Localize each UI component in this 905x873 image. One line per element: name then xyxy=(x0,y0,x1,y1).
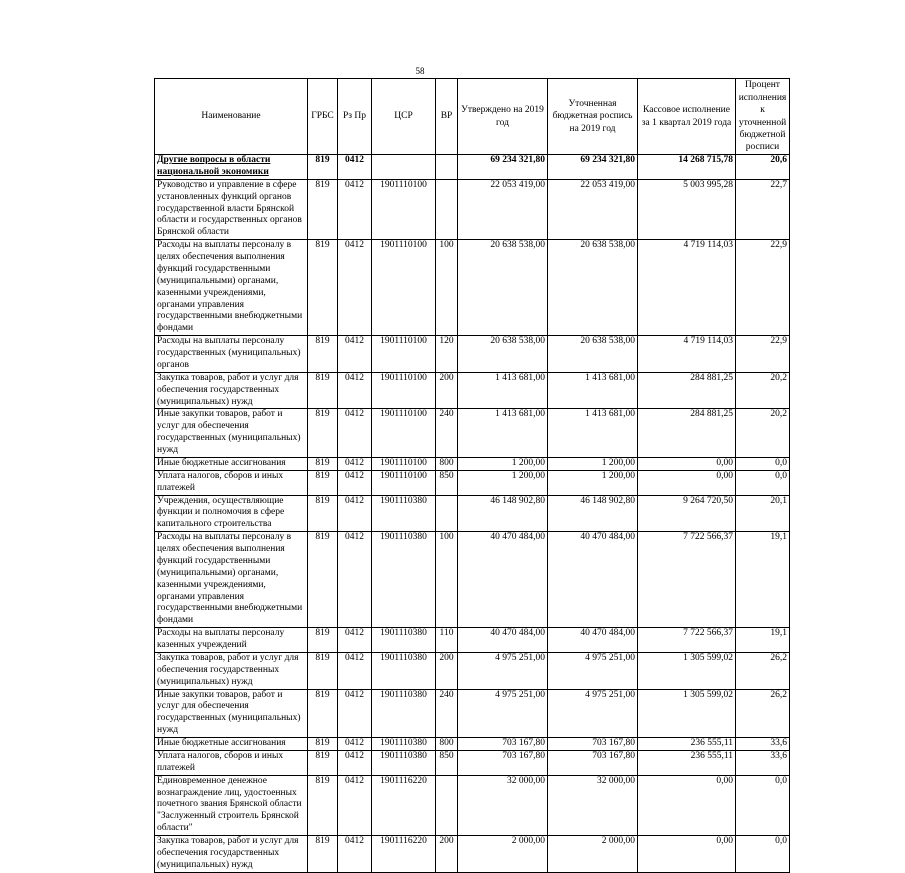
cell-vr: 240 xyxy=(436,409,458,458)
cell-refined: 703 167,80 xyxy=(548,750,638,775)
cell-refined: 22 053 419,00 xyxy=(548,179,638,239)
cell-cash: 0,00 xyxy=(638,457,736,470)
page-number: 58 xyxy=(415,66,425,76)
cell-rzpr: 0412 xyxy=(338,836,372,873)
cell-name: Единовременное денежное вознаграждение лиц, удостоенных почетного звания Брянской области "Заслуженный строитель Брянской области" xyxy=(155,775,308,835)
cell-percent: 0,0 xyxy=(736,775,790,835)
cell-grbs: 819 xyxy=(308,372,338,409)
cell-grbs: 819 xyxy=(308,155,338,180)
cell-name: Иные бюджетные ассигнования xyxy=(155,457,308,470)
cell-percent: 19,1 xyxy=(736,532,790,628)
cell-percent: 19,1 xyxy=(736,628,790,653)
cell-vr xyxy=(436,179,458,239)
cell-cash: 284 881,25 xyxy=(638,409,736,458)
cell-refined: 1 200,00 xyxy=(548,470,638,495)
cell-rzpr: 0412 xyxy=(338,750,372,775)
cell-cash: 5 003 995,28 xyxy=(638,179,736,239)
cell-grbs: 819 xyxy=(308,836,338,873)
cell-rzpr: 0412 xyxy=(338,532,372,628)
cell-rzpr: 0412 xyxy=(338,409,372,458)
cell-name: Иные закупки товаров, работ и услуг для обеспечения государственных (муниципальных) нужд xyxy=(155,689,308,738)
table-row xyxy=(155,470,790,495)
cell-name: Расходы на выплаты персоналу государственных (муниципальных) органов xyxy=(155,336,308,373)
cell-percent: 20,1 xyxy=(736,495,790,532)
cell-name: Другие вопросы в области национальной экономики xyxy=(155,155,308,180)
table-row xyxy=(155,750,790,775)
cell-approved: 69 234 321,80 xyxy=(458,155,548,180)
cell-cash: 236 555,11 xyxy=(638,738,736,751)
cell-vr: 110 xyxy=(436,628,458,653)
header-cash: Кассовое исполнение за 1 квартал 2019 года xyxy=(638,79,736,155)
cell-vr xyxy=(436,775,458,835)
cell-csr xyxy=(372,155,436,180)
cell-grbs: 819 xyxy=(308,652,338,689)
header-refined: Уточненная бюджетная роспись на 2019 год xyxy=(548,79,638,155)
cell-csr: 1901110100 xyxy=(372,179,436,239)
cell-approved: 32 000,00 xyxy=(458,775,548,835)
table-row xyxy=(155,836,790,873)
header-percent: Процент исполнения к уточненной бюджетной росписи xyxy=(736,79,790,155)
cell-percent: 22,9 xyxy=(736,240,790,336)
cell-csr: 1901110380 xyxy=(372,652,436,689)
cell-cash: 1 305 599,02 xyxy=(638,652,736,689)
cell-rzpr: 0412 xyxy=(338,652,372,689)
cell-vr: 800 xyxy=(436,738,458,751)
header-vr: ВР xyxy=(436,79,458,155)
cell-rzpr: 0412 xyxy=(338,470,372,495)
cell-grbs: 819 xyxy=(308,628,338,653)
cell-percent: 22,9 xyxy=(736,336,790,373)
cell-rzpr: 0412 xyxy=(338,240,372,336)
cell-rzpr: 0412 xyxy=(338,336,372,373)
cell-approved: 1 413 681,00 xyxy=(458,409,548,458)
cell-rzpr: 0412 xyxy=(338,689,372,738)
header-csr: ЦСР xyxy=(372,79,436,155)
cell-cash: 1 305 599,02 xyxy=(638,689,736,738)
table-row xyxy=(155,775,790,835)
cell-csr: 1901110100 xyxy=(372,240,436,336)
cell-grbs: 819 xyxy=(308,738,338,751)
table-row xyxy=(155,372,790,409)
cell-csr: 1901110380 xyxy=(372,532,436,628)
cell-refined: 4 975 251,00 xyxy=(548,689,638,738)
cell-vr: 850 xyxy=(436,470,458,495)
header-approved: Утверждено на 2019 год xyxy=(458,79,548,155)
cell-name: Иные закупки товаров, работ и услуг для обеспечения государственных (муниципальных) нужд xyxy=(155,409,308,458)
cell-name: Уплата налогов, сборов и иных платежей xyxy=(155,470,308,495)
cell-name: Руководство и управление в сфере установленных функций органов государственной власти Брянской области и государственных органов Брянской области xyxy=(155,179,308,239)
cell-vr: 850 xyxy=(436,750,458,775)
cell-csr: 1901116220 xyxy=(372,775,436,835)
cell-csr: 1901110380 xyxy=(372,750,436,775)
cell-approved: 4 975 251,00 xyxy=(458,689,548,738)
cell-approved: 40 470 484,00 xyxy=(458,532,548,628)
cell-name: Уплата налогов, сборов и иных платежей xyxy=(155,750,308,775)
cell-percent: 0,0 xyxy=(736,470,790,495)
cell-percent: 33,6 xyxy=(736,750,790,775)
cell-cash: 0,00 xyxy=(638,470,736,495)
cell-refined: 703 167,80 xyxy=(548,738,638,751)
table-row xyxy=(155,532,790,628)
budget-execution-table xyxy=(154,78,790,873)
table-header-row xyxy=(155,79,790,155)
cell-vr: 200 xyxy=(436,652,458,689)
cell-name: Закупка товаров, работ и услуг для обеспечения государственных (муниципальных) нужд xyxy=(155,652,308,689)
cell-grbs: 819 xyxy=(308,750,338,775)
cell-refined: 4 975 251,00 xyxy=(548,652,638,689)
cell-rzpr: 0412 xyxy=(338,775,372,835)
cell-cash: 9 264 720,50 xyxy=(638,495,736,532)
cell-refined: 40 470 484,00 xyxy=(548,532,638,628)
cell-cash: 284 881,25 xyxy=(638,372,736,409)
cell-cash: 0,00 xyxy=(638,775,736,835)
cell-percent: 0,0 xyxy=(736,836,790,873)
cell-grbs: 819 xyxy=(308,409,338,458)
cell-name: Закупка товаров, работ и услуг для обеспечения государственных (муниципальных) нужд xyxy=(155,836,308,873)
cell-cash: 7 722 566,37 xyxy=(638,532,736,628)
cell-approved: 703 167,80 xyxy=(458,738,548,751)
cell-rzpr: 0412 xyxy=(338,457,372,470)
cell-name: Расходы на выплаты персоналу в целях обеспечения выполнения функций государственными (муниципальными) органами, казенными учреждениями, органами управления государственными внебюджетными фондами xyxy=(155,240,308,336)
cell-refined: 1 413 681,00 xyxy=(548,409,638,458)
cell-grbs: 819 xyxy=(308,775,338,835)
table-row xyxy=(155,495,790,532)
cell-refined: 1 413 681,00 xyxy=(548,372,638,409)
cell-rzpr: 0412 xyxy=(338,179,372,239)
cell-approved: 46 148 902,80 xyxy=(458,495,548,532)
cell-rzpr: 0412 xyxy=(338,495,372,532)
table-row xyxy=(155,155,790,180)
cell-approved: 703 167,80 xyxy=(458,750,548,775)
table-row xyxy=(155,409,790,458)
cell-percent: 20,6 xyxy=(736,155,790,180)
cell-name: Закупка товаров, работ и услуг для обеспечения государственных (муниципальных) нужд xyxy=(155,372,308,409)
header-grbs: ГРБС xyxy=(308,79,338,155)
cell-rzpr: 0412 xyxy=(338,372,372,409)
cell-cash: 7 722 566,37 xyxy=(638,628,736,653)
table-body xyxy=(155,155,790,873)
cell-approved: 20 638 538,00 xyxy=(458,240,548,336)
table-row xyxy=(155,457,790,470)
cell-percent: 26,2 xyxy=(736,689,790,738)
table-row xyxy=(155,628,790,653)
table-row xyxy=(155,689,790,738)
cell-approved: 1 200,00 xyxy=(458,457,548,470)
cell-cash: 14 268 715,78 xyxy=(638,155,736,180)
cell-csr: 1901110380 xyxy=(372,738,436,751)
cell-vr: 200 xyxy=(436,372,458,409)
cell-csr: 1901116220 xyxy=(372,836,436,873)
cell-name: Учреждения, осуществляющие функции и полномочия в сфере капитального строительства xyxy=(155,495,308,532)
cell-approved: 1 413 681,00 xyxy=(458,372,548,409)
cell-name: Расходы на выплаты персоналу казенных учреждений xyxy=(155,628,308,653)
cell-rzpr: 0412 xyxy=(338,628,372,653)
header-name: Наименование xyxy=(155,79,308,155)
cell-csr: 1901110380 xyxy=(372,628,436,653)
cell-vr xyxy=(436,495,458,532)
table-row xyxy=(155,179,790,239)
cell-vr: 100 xyxy=(436,240,458,336)
cell-vr: 120 xyxy=(436,336,458,373)
cell-csr: 1901110100 xyxy=(372,409,436,458)
cell-csr: 1901110100 xyxy=(372,336,436,373)
cell-percent: 33,6 xyxy=(736,738,790,751)
table-row xyxy=(155,738,790,751)
cell-refined: 69 234 321,80 xyxy=(548,155,638,180)
cell-refined: 1 200,00 xyxy=(548,457,638,470)
cell-cash: 4 719 114,03 xyxy=(638,336,736,373)
cell-approved: 22 053 419,00 xyxy=(458,179,548,239)
cell-grbs: 819 xyxy=(308,179,338,239)
cell-vr: 240 xyxy=(436,689,458,738)
cell-grbs: 819 xyxy=(308,457,338,470)
table-row xyxy=(155,240,790,336)
cell-rzpr: 0412 xyxy=(338,738,372,751)
cell-name: Иные бюджетные ассигнования xyxy=(155,738,308,751)
cell-approved: 20 638 538,00 xyxy=(458,336,548,373)
cell-approved: 4 975 251,00 xyxy=(458,652,548,689)
cell-percent: 22,7 xyxy=(736,179,790,239)
cell-percent: 0,0 xyxy=(736,457,790,470)
cell-refined: 2 000,00 xyxy=(548,836,638,873)
cell-vr xyxy=(436,155,458,180)
cell-csr: 1901110100 xyxy=(372,470,436,495)
table-row xyxy=(155,652,790,689)
cell-refined: 20 638 538,00 xyxy=(548,240,638,336)
cell-csr: 1901110100 xyxy=(372,372,436,409)
cell-refined: 32 000,00 xyxy=(548,775,638,835)
cell-vr: 800 xyxy=(436,457,458,470)
cell-percent: 20,2 xyxy=(736,372,790,409)
cell-percent: 26,2 xyxy=(736,652,790,689)
cell-cash: 4 719 114,03 xyxy=(638,240,736,336)
cell-grbs: 819 xyxy=(308,689,338,738)
cell-grbs: 819 xyxy=(308,240,338,336)
cell-csr: 1901110380 xyxy=(372,495,436,532)
cell-cash: 236 555,11 xyxy=(638,750,736,775)
cell-grbs: 819 xyxy=(308,495,338,532)
table-row xyxy=(155,336,790,373)
cell-approved: 1 200,00 xyxy=(458,470,548,495)
cell-refined: 46 148 902,80 xyxy=(548,495,638,532)
cell-vr: 100 xyxy=(436,532,458,628)
cell-cash: 0,00 xyxy=(638,836,736,873)
cell-grbs: 819 xyxy=(308,470,338,495)
cell-percent: 20,2 xyxy=(736,409,790,458)
cell-csr: 1901110380 xyxy=(372,689,436,738)
cell-approved: 40 470 484,00 xyxy=(458,628,548,653)
cell-refined: 20 638 538,00 xyxy=(548,336,638,373)
cell-grbs: 819 xyxy=(308,532,338,628)
header-rzpr: Рз Пр xyxy=(338,79,372,155)
cell-csr: 1901110100 xyxy=(372,457,436,470)
cell-rzpr: 0412 xyxy=(338,155,372,180)
cell-approved: 2 000,00 xyxy=(458,836,548,873)
cell-name: Расходы на выплаты персоналу в целях обеспечения выполнения функций государственными (муниципальными) органами, казенными учреждениями, органами управления государственными внебюджетными фондами xyxy=(155,532,308,628)
cell-vr: 200 xyxy=(436,836,458,873)
cell-refined: 40 470 484,00 xyxy=(548,628,638,653)
cell-grbs: 819 xyxy=(308,336,338,373)
